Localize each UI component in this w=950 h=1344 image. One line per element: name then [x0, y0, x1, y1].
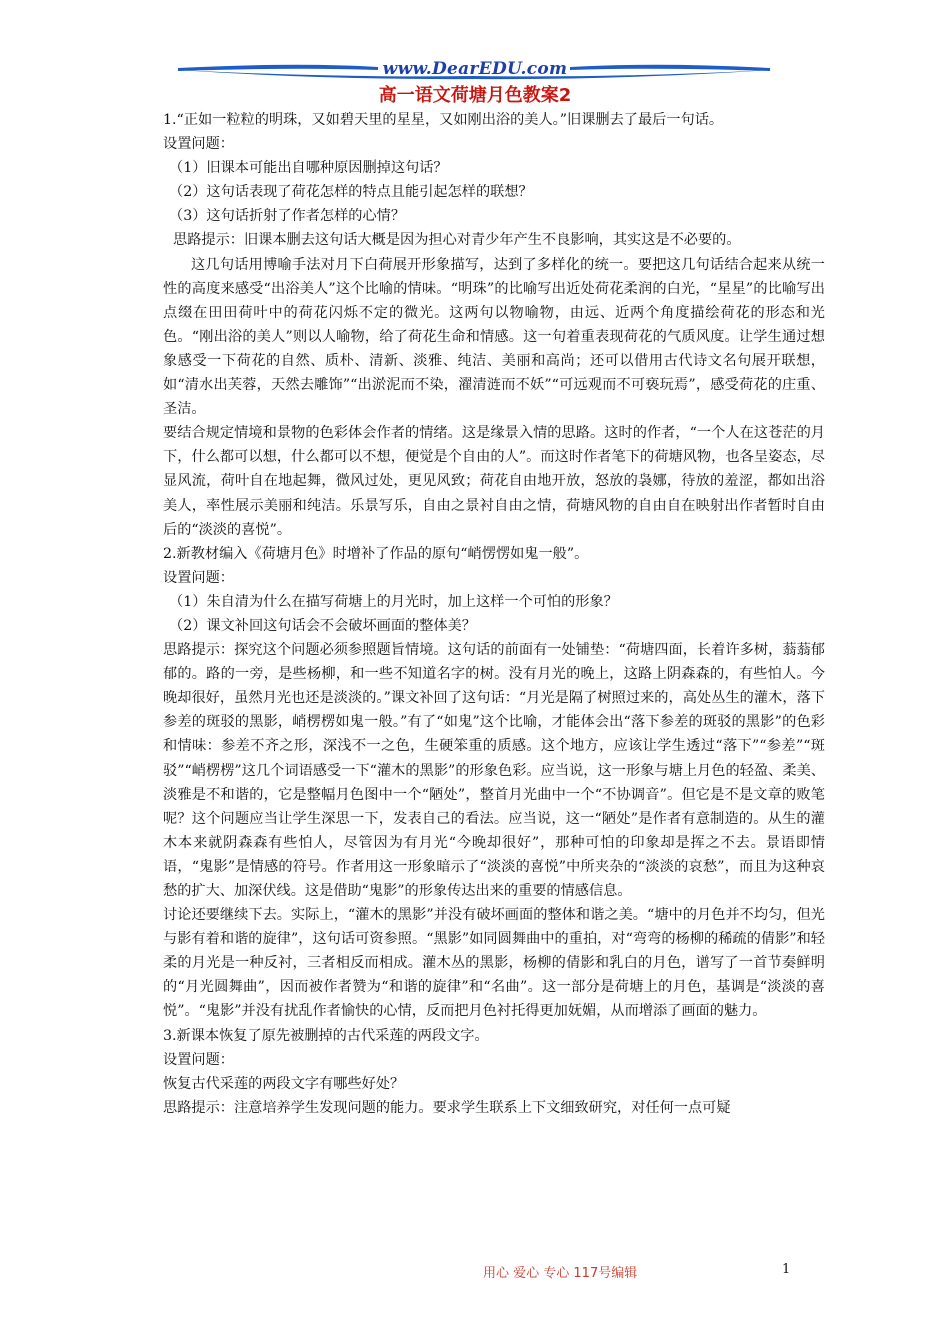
site-url: www.DearEDU.com — [382, 59, 568, 79]
footer-text: 用心 爱心 专心 117号编辑 — [483, 1266, 638, 1281]
question-item: 恢复古代采莲的两段文字有哪些好处？ — [163, 1075, 405, 1092]
page-title: 高一语文荷塘月色教案2 — [378, 85, 572, 106]
body-paragraph: 要结合规定情境和景物的色彩体会作者的情绪。这是缘景入情的思路。这时的作者，“一个人在这苍茫的月下，什么都可以想，什么都可以不想，便觉是个自由的人”。而这时作者笔下的荷塘风物，也各呈姿态，尽显风流，荷叶自在地起舞，微风过处，更见风致；荷花自由地开放，怒放的袅娜，待放的羞涩，都如出浴美人，率性展示美丽和纯洁。乐景写乐，自由之景衬自由之情，荷塘风物的自由自在映射出作者暂时自由后的“淡淡的喜悦”。 — [163, 425, 825, 538]
question-item: （1）朱自清为什么在描写荷塘上的月光时，加上这样一个可怕的形象？ — [169, 593, 618, 610]
setup-label: 设置问题： — [163, 569, 234, 586]
question-2-heading: 2.新教材编入《荷塘月色》时增补了作品的原句“峭愣愣如鬼一般”。 — [163, 545, 589, 562]
page-number: 1 — [782, 1262, 791, 1277]
hint-paragraph: 思路提示：注意培养学生发现问题的能力。要求学生联系上下文细致研究，对任何一点可疑 — [163, 1099, 731, 1116]
question-item: （2）课文补回这句话会不会破坏画面的整体美？ — [169, 617, 476, 634]
setup-label: 设置问题： — [163, 136, 234, 153]
body-paragraph: 这几句话用博喻手法对月下白荷展开形象描写，达到了多样化的统一。要把这几句话结合起来从统一性的高度来感受“出浴美人”这个比喻的情味。“明珠”的比喻写出近处荷花柔润的白光，“星星”的比喻写出点缀在田田荷叶中的荷花闪烁不定的微光。这两句以物喻物，由远、近两个角度描绘荷花的形态和光色。“刚出浴的美人”则以人喻物，给了荷花生命和情感。这一句着重表现荷花的气质风度。让学生通过想象感受一下荷花的自然、质朴、清新、淡雅、纯洁、美丽和高尚；还可以借用古代诗文名句展开联想，如“清水出芙蓉，天然去雕饰”“出淤泥而不染，濯清涟而不妖”“可远观而不可亵玩焉”，感受荷花的庄重、圣洁。 — [163, 256, 825, 418]
question-1-heading: 1.“正如一粒粒的明珠，又如碧天里的星星，又如刚出浴的美人。”旧课删去了最后一句话。 — [163, 112, 724, 128]
hint-paragraph: 思路提示：探究这个问题必须参照题旨情境。这句话的前面有一处铺垫：“荷塘四面，长着许多树，蓊蓊郁郁的。路的一旁，是些杨柳，和一些不知道名字的树。没有月光的晚上，这路上阴森森的，有些怕人。今晚却很好，虽然月光也还是淡淡的。”课文补回了这句话：“月光是隔了树照过来的，高处丛生的灌木，落下参差的斑驳的黑影，峭楞楞如鬼一般。”有了“如鬼”这个比喻，才能体会出“落下参差的斑驳的黑影”的色彩和情味：参差不齐之形，深浅不一之色，生硬笨重的质感。这个地方，应该让学生透过“落下”“参差”“斑驳”“峭楞楞”这几个词语感受一下“灌木的黑影”的形象色彩。应当说，这一形象与塘上月色的轻盈、柔美、淡雅是不和谐的，它是整幅月色图中一个“陋处”，整首月光曲中一个“不协调音”。但它是不是文章的败笔呢？这个问题应当让学生深思一下，发表自己的看法。应当说，这一“陋处”是作者有意制造的。从生的灌木本来就阴森森有些怕人，尽管因为有月光“今晚却很好”，那种可怕的印象却是挥之不去。景语即情语，“鬼影”是情感的符号。作者用这一形象暗示了“淡淡的喜悦”中所夹杂的“淡淡的哀愁”，而且为这种哀愁的扩大、加深伏线。这是借助“鬼影”的形象传达出来的重要的情感信息。 — [163, 642, 825, 899]
hint-paragraph: 思路提示：旧课本删去这句话大概是因为担心对青少年产生不良影响，其实这是不必要的。 — [173, 232, 741, 249]
question-item: （2）这句话表现了荷花怎样的特点且能引起怎样的联想？ — [169, 184, 533, 201]
question-item: （1）旧课本可能出自哪种原因删掉这句话？ — [169, 160, 448, 177]
body-paragraph: 讨论还要继续下去。实际上，“灌木的黑影”并没有破坏画面的整体和谐之美。“塘中的月色并不均匀，但光与影有着和谐的旋律”，这句话可资参照。“黑影”如同圆舞曲中的重拍，对“弯弯的杨柳的稀疏的倩影”和轻柔的月光是一种反衬，三者相反而相成。灌木丛的黑影，杨柳的倩影和乳白的月色，谱写了一首节奏鲜明的“月光圆舞曲”，因而被作者赞为“和谐的旋律”和“名曲”。这一部分是荷塘上的月色，基调是“淡淡的喜悦”。“鬼影”并没有扰乱作者愉快的心情，反而把月色衬托得更加妩媚，从而增添了画面的魅力。 — [163, 907, 825, 1020]
document-body — [163, 108, 825, 1120]
question-item: （3）这句话折射了作者怎样的心情？ — [169, 208, 406, 225]
setup-label: 设置问题： — [163, 1051, 234, 1068]
question-3-heading: 3.新课本恢复了原先被删掉的古代采莲的两段文字。 — [163, 1027, 489, 1044]
